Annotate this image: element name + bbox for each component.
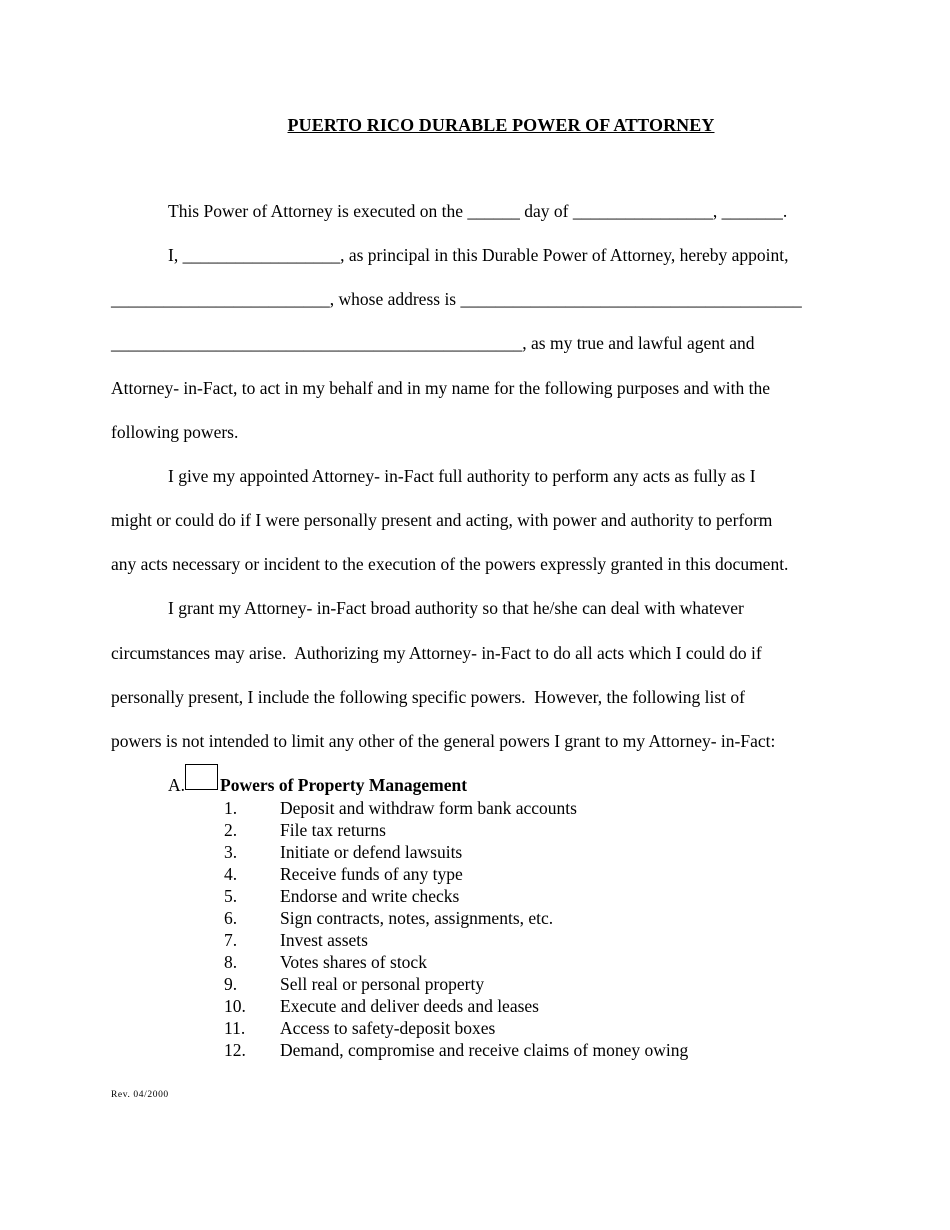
list-item [0, 1039, 950, 1061]
paragraph-line: personally present, I include the following specific powers. However, the following list of [111, 687, 745, 707]
section-a-checkbox[interactable] [185, 764, 218, 790]
item-number: 9. [224, 974, 238, 994]
section-heading: Powers of Property Management [220, 775, 468, 795]
agent-line-continued: _______________________________________________, as my true and lawful agent and [111, 333, 755, 353]
revision-footer: Rev. 04/2000 [111, 1090, 169, 1100]
item-number: 8. [224, 952, 238, 972]
agent-address-line: _________________________, whose address is _______________________________________ [111, 289, 802, 309]
paragraph-line: circumstances may arise. Authorizing my Attorney- in-Fact to do all acts which I could do if [111, 643, 762, 663]
item-text: Endorse and write checks [280, 886, 460, 906]
item-text: Sign contracts, notes, assignments, etc. [280, 908, 554, 928]
paragraph-line: any acts necessary or incident to the execution of the powers expressly granted in this document. [111, 554, 789, 574]
list-item [0, 841, 950, 863]
item-text: File tax returns [280, 820, 386, 840]
list-item [0, 819, 950, 841]
item-text: Demand, compromise and receive claims of money owing [280, 1040, 689, 1060]
list-item [0, 1017, 950, 1039]
section-letter: A. [168, 775, 186, 795]
item-number: 1. [224, 798, 238, 818]
item-number: 12. [224, 1040, 246, 1060]
list-item [0, 907, 950, 929]
list-item [0, 995, 950, 1017]
item-number: 7. [224, 930, 238, 950]
list-item [0, 863, 950, 885]
powers-list [0, 797, 950, 1061]
item-number: 4. [224, 864, 238, 884]
item-text: Sell real or personal property [280, 974, 485, 994]
list-item [0, 973, 950, 995]
item-number: 11. [224, 1018, 246, 1038]
principal-line: I, __________________, as principal in this Durable Power of Attorney, hereby appoint, [168, 245, 789, 265]
item-number: 6. [224, 908, 238, 928]
item-text: Votes shares of stock [280, 952, 427, 972]
list-item [0, 929, 950, 951]
item-number: 3. [224, 842, 238, 862]
item-text: Invest assets [280, 930, 368, 950]
paragraph-line: I give my appointed Attorney- in-Fact full authority to perform any acts as fully as I [168, 466, 756, 486]
item-text: Receive funds of any type [280, 864, 463, 884]
paragraph-line: powers is not intended to limit any other of the general powers I grant to my Attorney- in-Fact: [111, 731, 776, 751]
item-text: Execute and deliver deeds and leases [280, 996, 539, 1016]
list-item [0, 951, 950, 973]
execution-date-line: This Power of Attorney is executed on the ______ day of ________________, _______. [168, 201, 788, 221]
document-title: PUERTO RICO DURABLE POWER OF ATTORNEY [287, 115, 715, 135]
item-number: 5. [224, 886, 238, 906]
item-text: Access to safety-deposit boxes [280, 1018, 496, 1038]
paragraph-line: I grant my Attorney- in-Fact broad authority so that he/she can deal with whatever [168, 598, 744, 618]
list-item [0, 797, 950, 819]
item-number: 2. [224, 820, 238, 840]
paragraph-line: following powers. [111, 422, 239, 442]
paragraph-line: might or could do if I were personally present and acting, with power and authority to perform [111, 510, 773, 530]
item-text: Deposit and withdraw form bank accounts [280, 798, 577, 818]
item-number: 10. [224, 996, 246, 1016]
item-text: Initiate or defend lawsuits [280, 842, 463, 862]
list-item [0, 885, 950, 907]
section-a-header [168, 774, 467, 796]
paragraph-line: Attorney- in-Fact, to act in my behalf and in my name for the following purposes and with the [111, 378, 771, 398]
